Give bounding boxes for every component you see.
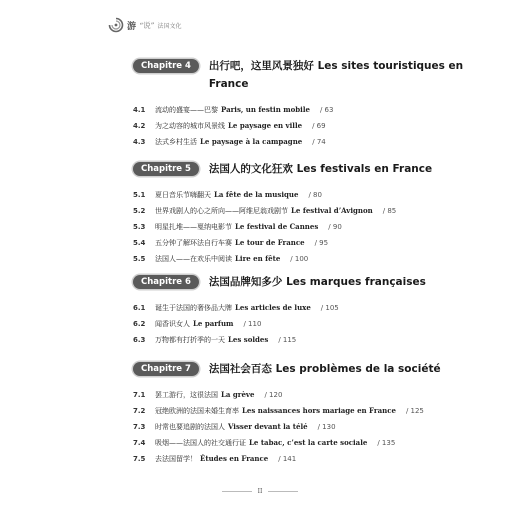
toc-title-zh: 罢工游行，这很法国 [155,391,218,399]
toc-item[interactable] [133,316,480,332]
toc-item[interactable] [133,235,480,251]
toc-title-zh: 诞生于法国的奢侈品大牌 [155,304,232,312]
chapter-heading [133,160,480,178]
chapter-badge: Chapitre 4 [133,59,199,73]
toc-item[interactable] [133,387,480,403]
toc-number: 7.2 [133,407,146,415]
toc-item[interactable] [133,403,480,419]
toc-number: 6.1 [133,304,146,312]
chapter-title-line2: France [208,78,249,90]
toc-item[interactable] [133,187,480,203]
toc-title-zh: 吸烟——法国人的社交通行证 [155,439,246,447]
chapter-title-line1: 法国人的文化狂欢 Les festivals en France [208,163,433,175]
chapter-title [209,160,432,178]
toc-page: / 69 [312,122,326,130]
chapter-7 [133,360,480,467]
toc-title-fr: Paris, un festin mobile [221,105,310,114]
toc-number: 4.2 [133,122,146,130]
chapter-badge: Chapitre 6 [133,275,199,289]
toc-title-zh: 冠绝欧洲的法国未婚生育率 [155,407,239,415]
chapter-title-line1: 法国社会百态 Les problèmes de la société [208,363,441,375]
toc-number: 5.3 [133,223,146,231]
chapter-badge: Chapitre 5 [133,162,199,176]
toc-item[interactable] [133,332,480,348]
toc-page: / 141 [278,455,297,463]
toc-title-zh: 为之动容的城市风景线 [155,122,225,130]
toc-title-fr: Lire en fête [235,254,281,263]
toc-title-zh: 法国人——在欢乐中阅读 [155,255,232,263]
toc-number: 5.2 [133,207,146,215]
chapter-title-line1: 法国品牌知多少 Les marques françaises [208,276,426,288]
toc-title-fr: Le festival de Cannes [235,222,319,231]
toc-item[interactable] [133,300,480,316]
logo-brand-rest: 法国文化 [157,22,182,30]
toc-page: / 74 [312,138,326,146]
toc-item[interactable] [133,102,480,118]
toc-title-zh: 世界戏剧人的心之所向——阿维尼翁戏剧节 [155,207,288,215]
toc-page: / 125 [405,407,424,415]
toc-item[interactable] [133,435,480,451]
toc-item[interactable] [133,134,480,150]
chapter-title [209,57,463,93]
chapter-heading [133,360,480,378]
logo-brand-big: 游 [127,21,137,32]
toc-title-zh: 闻香识女人 [155,320,190,328]
toc-title-fr: Le tour de France [235,238,305,247]
toc-title-zh: 明星扎堆——戛纳电影节 [155,223,232,231]
toc-title-fr: Le paysage à la campagne [200,137,303,146]
toc-number: 4.1 [133,106,146,114]
toc-item[interactable] [133,219,480,235]
toc-title-zh: 去法国留学！ [155,455,197,463]
toc-title-fr: Le tabac, c’est la carte sociale [249,438,368,447]
chapter-5 [133,160,480,267]
toc-title-fr: Les articles de luxe [235,303,311,312]
toc-page: / 135 [377,439,396,447]
toc-title-fr: La grève [221,390,255,399]
toc-title-zh: 夏日音乐节嗨翻天 [155,191,211,199]
toc-page: / 85 [382,207,397,215]
chapter-heading [133,273,480,291]
toc-item[interactable] [133,251,480,267]
toc-title-fr: Le paysage en ville [228,121,303,130]
page-number: II [257,488,263,495]
chapter-title [209,360,441,378]
toc-items [133,102,480,150]
toc-page: / 90 [328,223,342,231]
toc-page: / 63 [319,106,334,114]
toc-title-zh: 万物都有打折季的一天 [155,336,225,344]
toc-page: / 95 [314,239,329,247]
chapter-badge: Chapitre 7 [133,362,199,376]
toc-number: 5.1 [133,191,146,199]
toc-number: 6.3 [133,336,146,344]
toc-number: 7.1 [133,391,146,399]
toc-number: 5.5 [133,255,146,263]
toc-title-fr: Études en France [200,454,269,463]
toc-title-zh: 流动的盛宴——巴黎 [155,106,218,114]
toc-number: 6.2 [133,320,146,328]
toc-item[interactable] [133,203,480,219]
toc-page: / 130 [317,423,336,431]
toc-title-fr: Les naissances hors mariage en France [242,406,396,415]
toc-number: 7.5 [133,455,146,463]
footer-rule-left [222,491,252,492]
toc-items [133,187,480,267]
toc-title-fr: Les soldes [228,335,269,344]
toc-page: / 80 [308,191,322,199]
toc-item[interactable] [133,419,480,435]
page-footer [0,488,520,495]
toc-number: 7.4 [133,439,146,447]
toc-number: 4.3 [133,138,146,146]
chapter-heading [133,57,480,93]
publisher-logo [108,17,182,33]
chapter-title [209,273,426,291]
toc-title-zh: 五分钟了解环法自行车赛 [155,239,232,247]
toc-title-zh: 法式乡村生活 [155,138,197,146]
toc-items [133,300,480,348]
logo-brand-mid: “说” [139,20,155,30]
toc-title-fr: La fête de la musique [214,190,299,199]
toc-item[interactable] [133,451,480,467]
chapter-title-line1: 出行吧，这里风景独好 Les sites touristiques en [208,60,464,72]
toc-page: / 105 [320,304,339,312]
toc-page: / 110 [243,320,262,328]
toc-page: / 120 [264,391,283,399]
toc-page: / 115 [278,336,297,344]
toc-item[interactable] [133,118,480,134]
toc-number: 5.4 [133,239,146,247]
toc-title-fr: Visser devant la télé [228,422,308,431]
swirl-logo-icon [108,17,124,33]
footer-rule-right [268,491,298,492]
toc-title-fr: Le festival d’Avignon [291,206,373,215]
toc-title-zh: 时常也要追剧的法国人 [155,423,225,431]
chapter-4 [133,57,480,150]
toc-items [133,387,480,467]
toc-number: 7.3 [133,423,146,431]
toc-title-fr: Le parfum [193,319,234,328]
toc-page: / 100 [290,255,309,263]
chapter-6 [133,273,480,348]
